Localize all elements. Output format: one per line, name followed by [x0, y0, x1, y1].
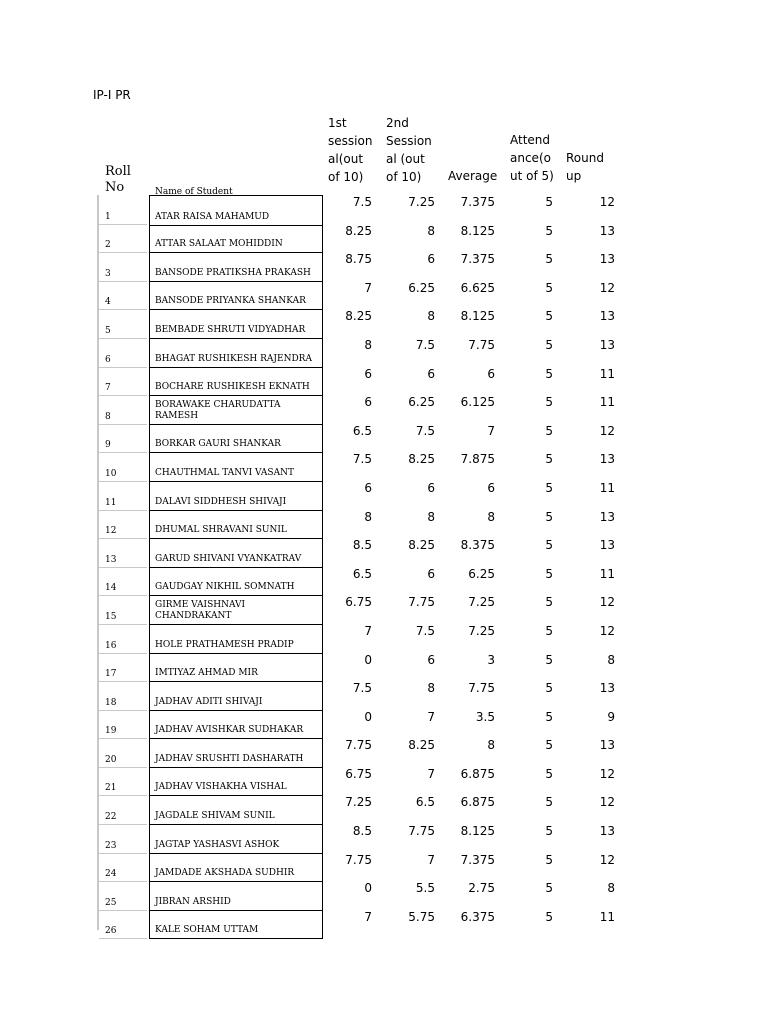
name-cell [149, 481, 323, 511]
round-up-value: 13 [599, 452, 615, 467]
roll-cell [99, 767, 147, 797]
first-sessional-value: 8.75 [345, 252, 372, 267]
name-cell [149, 710, 323, 740]
attendance-value: 5 [545, 480, 553, 495]
roll-number: 19 [105, 726, 117, 737]
roll-cell [99, 567, 147, 597]
student-name: JADHAV SRUSHTI DASHARATH [155, 753, 304, 764]
name-cell [149, 424, 323, 454]
roll-cell [99, 595, 147, 625]
attendance-value: 5 [545, 566, 553, 581]
round-up-value: 13 [599, 738, 615, 753]
roll-number: 7 [105, 383, 111, 394]
attendance-value: 5 [545, 538, 553, 553]
roll-number: 3 [105, 268, 111, 279]
header-roll-no: Roll No [105, 164, 131, 195]
second-sessional-value: 6 [427, 566, 435, 581]
round-up-value: 11 [599, 366, 615, 381]
first-sessional-value: 6 [364, 395, 372, 410]
first-sessional-value: 8.5 [352, 824, 372, 839]
name-cell [149, 824, 323, 854]
first-sessional-value: 8 [364, 509, 372, 524]
roll-cell [99, 452, 147, 482]
average-value: 6 [487, 366, 495, 381]
second-sessional-value: 6 [427, 652, 435, 667]
average-value: 8.125 [460, 223, 495, 238]
second-sessional-value: 6 [427, 366, 435, 381]
round-up-value: 13 [599, 538, 615, 553]
roll-cell [99, 738, 147, 768]
student-name: JADHAV ADITI SHIVAJI [155, 696, 263, 707]
roll-cell [99, 910, 147, 940]
attendance-value: 5 [545, 852, 553, 867]
second-sessional-value: 6 [427, 252, 435, 267]
round-up-value: 12 [599, 595, 615, 610]
roll-number: 8 [105, 411, 111, 422]
roll-cell [99, 624, 147, 654]
first-sessional-value: 7.75 [345, 852, 372, 867]
student-name: ATAR RAISA MAHAMUD [155, 211, 270, 222]
attendance-value: 5 [545, 795, 553, 810]
roll-cell [99, 195, 147, 225]
second-sessional-value: 7.75 [408, 595, 435, 610]
name-cell [149, 452, 323, 482]
student-name: DHUMAL SHRAVANI SUNIL [155, 525, 287, 536]
attendance-value: 5 [545, 623, 553, 638]
second-sessional-value: 8 [427, 681, 435, 696]
first-sessional-value: 0 [364, 881, 372, 896]
second-sessional-value: 8.25 [408, 538, 435, 553]
average-value: 7 [487, 423, 495, 438]
average-value: 8.125 [460, 309, 495, 324]
roll-cell [99, 367, 147, 397]
header-attendance: Attend ance(o ut of 5) [510, 133, 554, 183]
roll-number: 12 [105, 526, 117, 537]
name-cell [149, 567, 323, 597]
header-first-sessional: 1st session al(out of 10) [328, 116, 373, 184]
first-sessional-value: 6.5 [352, 566, 372, 581]
roll-number: 20 [105, 754, 117, 765]
student-name: JADHAV VISHAKHA VISHAL [155, 782, 287, 793]
second-sessional-value: 7.5 [415, 337, 435, 352]
roll-cell [99, 538, 147, 568]
roll-cell [99, 424, 147, 454]
roll-number: 1 [105, 211, 111, 222]
round-up-value: 12 [599, 195, 615, 209]
roll-cell [99, 224, 147, 254]
roll-number: 2 [105, 240, 111, 251]
name-cell [149, 853, 323, 883]
name-cell [149, 738, 323, 768]
first-sessional-value: 7 [364, 280, 372, 295]
student-name: BHAGAT RUSHIKESH RAJENDRA [155, 353, 312, 364]
average-value: 7.25 [468, 623, 495, 638]
round-up-value: 13 [599, 252, 615, 267]
average-value: 6.875 [460, 766, 495, 781]
student-name: JAMDADE AKSHADA SUDHIR [155, 868, 295, 879]
round-up-value: 11 [599, 909, 615, 924]
attendance-value: 5 [545, 252, 553, 267]
roll-number: 21 [105, 783, 117, 794]
first-sessional-value: 6.5 [352, 423, 372, 438]
roll-cell [99, 395, 147, 425]
roll-number: 16 [105, 640, 117, 651]
name-cell [149, 367, 323, 397]
student-name: HOLE PRATHAMESH PRADIP [155, 639, 294, 650]
student-name: JAGDALE SHIVAM SUNIL [155, 811, 275, 822]
attendance-value: 5 [545, 309, 553, 324]
average-value: 7.25 [468, 595, 495, 610]
round-up-value: 13 [599, 337, 615, 352]
roll-number: 15 [105, 611, 117, 622]
student-name: BANSODE PRATIKSHA PRAKASH [155, 267, 311, 278]
round-up-value: 12 [599, 795, 615, 810]
roll-number: 24 [105, 869, 117, 880]
name-cell [149, 252, 323, 282]
second-sessional-value: 7.75 [408, 824, 435, 839]
second-sessional-value: 8.25 [408, 738, 435, 753]
roll-cell [99, 510, 147, 540]
average-value: 7.75 [468, 337, 495, 352]
roll-cell [99, 309, 147, 339]
round-up-value: 12 [599, 623, 615, 638]
roll-cell [99, 252, 147, 282]
attendance-value: 5 [545, 366, 553, 381]
first-sessional-value: 7.5 [352, 681, 372, 696]
name-cell [149, 624, 323, 654]
first-sessional-value: 7 [364, 623, 372, 638]
first-sessional-value: 7.25 [345, 795, 372, 810]
attendance-value: 5 [545, 280, 553, 295]
second-sessional-value: 6.25 [408, 395, 435, 410]
roll-cell [99, 338, 147, 368]
round-up-value: 11 [599, 480, 615, 495]
name-cell [149, 338, 323, 368]
first-sessional-value: 0 [364, 709, 372, 724]
first-sessional-value: 7 [364, 909, 372, 924]
student-name: BEMBADE SHRUTI VIDYADHAR [155, 324, 306, 335]
first-sessional-value: 8 [364, 337, 372, 352]
second-sessional-value: 6.5 [415, 795, 435, 810]
second-sessional-value: 8 [427, 223, 435, 238]
roll-number: 5 [105, 325, 111, 336]
average-value: 8 [487, 509, 495, 524]
student-name: ATTAR SALAAT MOHIDDIN [155, 239, 283, 250]
first-sessional-value: 6 [364, 366, 372, 381]
student-name: IMTIYAZ AHMAD MIR [155, 668, 258, 679]
roll-number: 23 [105, 840, 117, 851]
second-sessional-value: 7 [427, 852, 435, 867]
header-second-sessional: 2nd Session al (out of 10) [386, 116, 432, 184]
student-name: BANSODE PRIYANKA SHANKAR [155, 296, 306, 307]
student-name: BOCHARE RUSHIKESH EKNATH [155, 382, 310, 393]
roll-cell [99, 681, 147, 711]
roll-number: 26 [105, 926, 117, 937]
sheet-title: IP-I PR [93, 88, 131, 102]
student-name: CHAUTHMAL TANVI VASANT [155, 467, 294, 478]
first-sessional-value: 8.5 [352, 538, 372, 553]
second-sessional-value: 7.5 [415, 623, 435, 638]
student-name: DALAVI SIDDHESH SHIVAJI [155, 496, 287, 507]
attendance-value: 5 [545, 824, 553, 839]
student-name: JAGTAP YASHASVI ASHOK [155, 839, 280, 850]
student-name: GARUD SHIVANI VYANKATRAV [155, 553, 302, 564]
header-round-up: Round up [566, 151, 604, 183]
round-up-value: 8 [607, 881, 615, 896]
average-value: 6.625 [460, 280, 495, 295]
round-up-value: 13 [599, 681, 615, 696]
name-cell [149, 510, 323, 540]
round-up-value: 13 [599, 824, 615, 839]
attendance-value: 5 [545, 223, 553, 238]
first-sessional-value: 8.25 [345, 309, 372, 324]
round-up-value: 13 [599, 309, 615, 324]
student-name: BORKAR GAURI SHANKAR [155, 439, 281, 450]
name-cell [149, 224, 323, 254]
attendance-value: 5 [545, 509, 553, 524]
average-value: 7.375 [460, 852, 495, 867]
name-cell [149, 395, 323, 425]
attendance-value: 5 [545, 909, 553, 924]
name-cell [149, 195, 323, 226]
first-sessional-value: 6.75 [345, 595, 372, 610]
student-name: JIBRAN ARSHID [155, 896, 231, 907]
average-value: 3 [487, 652, 495, 667]
second-sessional-value: 8 [427, 509, 435, 524]
roll-number: 18 [105, 697, 117, 708]
roll-number: 13 [105, 554, 117, 565]
second-sessional-value: 7 [427, 709, 435, 724]
roll-cell [99, 881, 147, 911]
round-up-value: 12 [599, 766, 615, 781]
average-value: 6.375 [460, 909, 495, 924]
second-sessional-value: 7.25 [408, 195, 435, 209]
attendance-value: 5 [545, 595, 553, 610]
average-value: 7.75 [468, 681, 495, 696]
first-sessional-value: 8.25 [345, 223, 372, 238]
average-value: 8.375 [460, 538, 495, 553]
student-name: BORAWAKE CHARUDATTA RAMESH [155, 399, 281, 421]
student-name: GIRME VAISHNAVI CHANDRAKANT [155, 599, 246, 621]
name-cell [149, 653, 323, 683]
name-cell [149, 595, 323, 625]
average-value: 6.125 [460, 395, 495, 410]
first-sessional-value: 0 [364, 652, 372, 667]
average-value: 7.375 [460, 252, 495, 267]
second-sessional-value: 7 [427, 766, 435, 781]
name-cell [149, 910, 323, 940]
average-value: 3.5 [475, 709, 495, 724]
attendance-value: 5 [545, 681, 553, 696]
first-sessional-value: 6 [364, 480, 372, 495]
average-value: 6.875 [460, 795, 495, 810]
roll-number: 25 [105, 897, 117, 908]
header-student-name: Name of Student [155, 187, 233, 197]
round-up-value: 8 [607, 652, 615, 667]
round-up-value: 9 [607, 709, 615, 724]
student-name: GAUDGAY NIKHIL SOMNATH [155, 582, 295, 593]
roll-number: 9 [105, 440, 111, 451]
attendance-value: 5 [545, 395, 553, 410]
attendance-value: 5 [545, 195, 553, 209]
roll-cell [99, 795, 147, 825]
roll-number: 10 [105, 468, 117, 479]
attendance-value: 5 [545, 652, 553, 667]
name-cell [149, 309, 323, 339]
average-value: 7.875 [460, 452, 495, 467]
average-value: 8.125 [460, 824, 495, 839]
second-sessional-value: 5.75 [408, 909, 435, 924]
first-sessional-value: 7.5 [352, 452, 372, 467]
name-cell [149, 795, 323, 825]
second-sessional-value: 6.25 [408, 280, 435, 295]
average-value: 2.75 [468, 881, 495, 896]
average-value: 6.25 [468, 566, 495, 581]
name-cell [149, 538, 323, 568]
student-name: KALE SOHAM UTTAM [155, 925, 259, 936]
attendance-value: 5 [545, 423, 553, 438]
roll-number: 11 [105, 497, 117, 508]
roll-number: 4 [105, 297, 111, 308]
first-sessional-value: 6.75 [345, 766, 372, 781]
average-value: 7.375 [460, 195, 495, 209]
roll-cell [99, 653, 147, 683]
attendance-value: 5 [545, 738, 553, 753]
second-sessional-value: 8 [427, 309, 435, 324]
round-up-value: 12 [599, 852, 615, 867]
first-sessional-value: 7.5 [352, 195, 372, 209]
roll-cell [99, 481, 147, 511]
round-up-value: 12 [599, 423, 615, 438]
roll-cell [99, 853, 147, 883]
name-cell [149, 281, 323, 311]
student-name: JADHAV AVISHKAR SUDHAKAR [155, 725, 304, 736]
header-average: Average [448, 169, 498, 183]
attendance-value: 5 [545, 452, 553, 467]
round-up-value: 13 [599, 223, 615, 238]
roll-number: 17 [105, 669, 117, 680]
round-up-value: 11 [599, 566, 615, 581]
name-cell [149, 681, 323, 711]
name-cell [149, 881, 323, 911]
round-up-value: 12 [599, 280, 615, 295]
roll-cell [99, 710, 147, 740]
second-sessional-value: 6 [427, 480, 435, 495]
second-sessional-value: 5.5 [415, 881, 435, 896]
round-up-value: 13 [599, 509, 615, 524]
roll-number: 14 [105, 583, 117, 594]
first-sessional-value: 7.75 [345, 738, 372, 753]
roll-cell [99, 281, 147, 311]
attendance-value: 5 [545, 881, 553, 896]
average-value: 8 [487, 738, 495, 753]
roll-number: 22 [105, 812, 117, 823]
average-value: 6 [487, 480, 495, 495]
roll-cell [99, 824, 147, 854]
second-sessional-value: 8.25 [408, 452, 435, 467]
attendance-value: 5 [545, 766, 553, 781]
attendance-value: 5 [545, 337, 553, 352]
second-sessional-value: 7.5 [415, 423, 435, 438]
round-up-value: 11 [599, 395, 615, 410]
roll-number: 6 [105, 354, 111, 365]
attendance-value: 5 [545, 709, 553, 724]
name-cell [149, 767, 323, 797]
